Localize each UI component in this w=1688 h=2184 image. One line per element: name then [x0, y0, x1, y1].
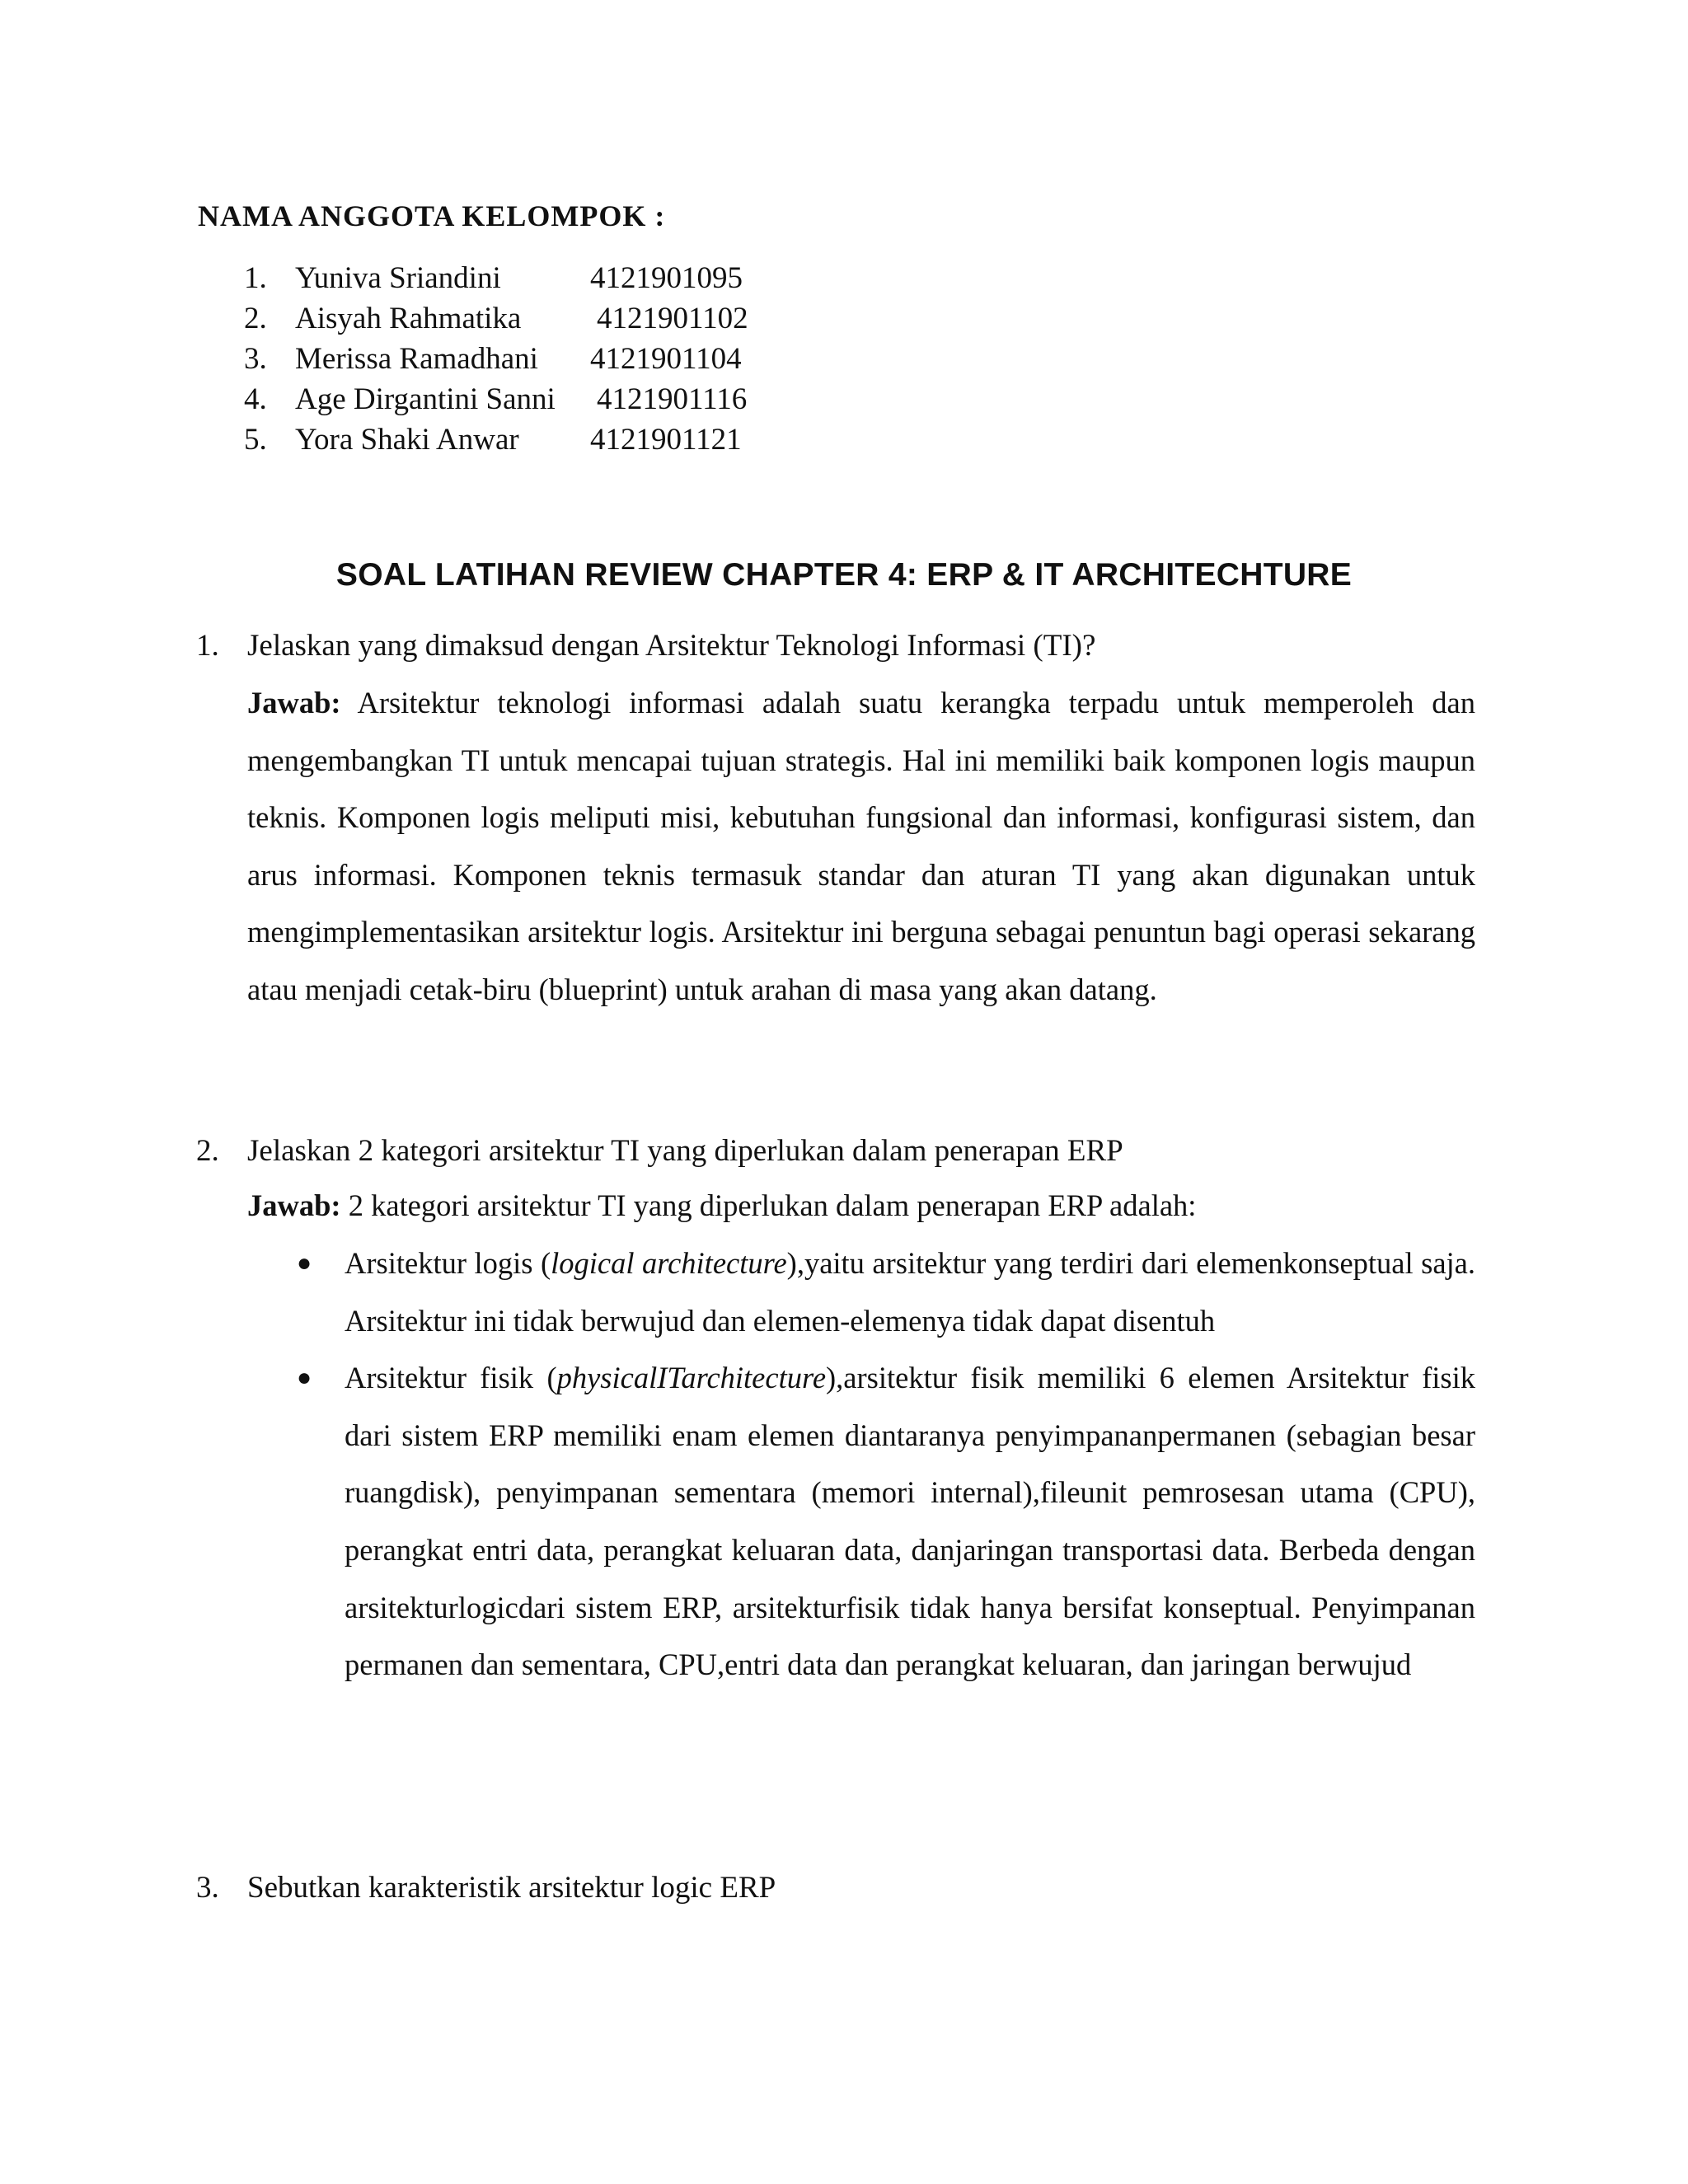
answer-text: Arsitektur teknologi informasi adalah suatu kerangka terpadu untuk memperoleh dan mengembangkan TI untuk mencapai tujuan strategis. Hal ini memiliki baik komponen logis maupun teknis. Komponen logis meliputi misi, kebutuhan fungsional dan informasi, konfigurasi sistem, dan arus informasi. Komponen teknis termasuk standar dan aturan TI yang akan digunakan untuk mengimplementasikan arsitektur logis. Arsitektur ini berguna sebagai penuntun bagi operasi sekarang atau menjadi cetak-biru (blueprint) untuk arahan di masa yang akan datang. [247, 686, 1475, 1006]
answer-label: Jawab: [247, 686, 341, 719]
question-number: 3. [196, 1871, 219, 1905]
question-text: Jelaskan yang dimaksud dengan Arsitektur Teknologi Informasi (TI)? [247, 629, 1096, 663]
bullet-italic: logical architecture [551, 1246, 787, 1280]
member-number: 4. [244, 382, 267, 416]
member-nim: 4121901102 [597, 302, 748, 335]
answer-2 [247, 1177, 1475, 1235]
answer-text: 2 kategori arsitektur TI yang diperlukan dalam penerapan ERP adalah: [348, 1188, 1197, 1222]
member-row [244, 341, 742, 377]
member-number: 1. [244, 261, 267, 295]
member-nim: 4121901104 [590, 342, 742, 376]
question-number: 1. [196, 629, 219, 663]
member-name: Yora Shaki Anwar [295, 423, 519, 457]
member-number: 2. [244, 302, 267, 335]
question-2 [196, 1133, 1123, 1169]
member-name: Age Dirgantini Sanni [295, 382, 556, 416]
bullet-item [247, 1235, 1475, 1349]
question-3 [196, 1870, 776, 1906]
bullet-icon: ● [297, 1364, 312, 1392]
member-number: 5. [244, 423, 267, 457]
bullet-icon: ● [297, 1249, 312, 1277]
bullet-item [247, 1349, 1475, 1694]
bullet-lead: Arsitektur fisik ( [345, 1361, 557, 1395]
member-number: 3. [244, 342, 267, 376]
member-name: Aisyah Rahmatika [295, 302, 522, 335]
answer-label: Jawab: [247, 1188, 341, 1222]
members-heading: NAMA ANGGOTA KELOMPOK : [198, 199, 666, 232]
bullet-rest: ),yaitu arsitektur yang terdiri dari elemenkonseptual saja. Arsitektur ini tidak berwujud dan elemen-elemenya tidak dapat disentuh [345, 1246, 1475, 1338]
answer-1 [247, 674, 1475, 1019]
question-1 [196, 628, 1095, 664]
member-nim: 4121901116 [597, 382, 748, 416]
member-name: Yuniva Sriandini [295, 261, 501, 295]
member-nim: 4121901095 [590, 261, 743, 295]
member-row [244, 422, 742, 458]
member-row [244, 301, 748, 337]
member-row [244, 382, 747, 418]
question-text: Sebutkan karakteristik arsitektur logic ERP [247, 1871, 776, 1905]
member-nim: 4121901121 [590, 423, 742, 457]
bullet-lead: Arsitektur logis ( [345, 1246, 551, 1280]
bullet-italic: physicalITarchitecture [556, 1361, 827, 1395]
question-number: 2. [196, 1134, 219, 1168]
page-title: SOAL LATIHAN REVIEW CHAPTER 4: ERP & IT ARCHITECHTURE [335, 557, 1353, 593]
member-name: Merissa Ramadhani [295, 342, 538, 376]
answer-2-bullets [247, 1235, 1475, 1694]
member-row [244, 260, 743, 297]
question-text: Jelaskan 2 kategori arsitektur TI yang diperlukan dalam penerapan ERP [247, 1134, 1123, 1168]
bullet-rest: ),arsitektur fisik memiliki 6 elemen Arsitektur fisik dari sistem ERP memiliki enam elemen diantaranya penyimpananpermanen (sebagian besar ruangdisk), penyimpanan sementara (memori internal),fileunit pemrosesan utama (CPU), perangkat entri data, perangkat keluaran data, danjaringan transportasi data. Berbeda dengan arsitekturlogicdari sistem ERP, arsitekturfisik tidak hanya bersifat konseptual. Penyimpanan permanen dan sementara, CPU,entri data dan perangkat keluaran, dan jaringan berwujud [345, 1361, 1476, 1682]
